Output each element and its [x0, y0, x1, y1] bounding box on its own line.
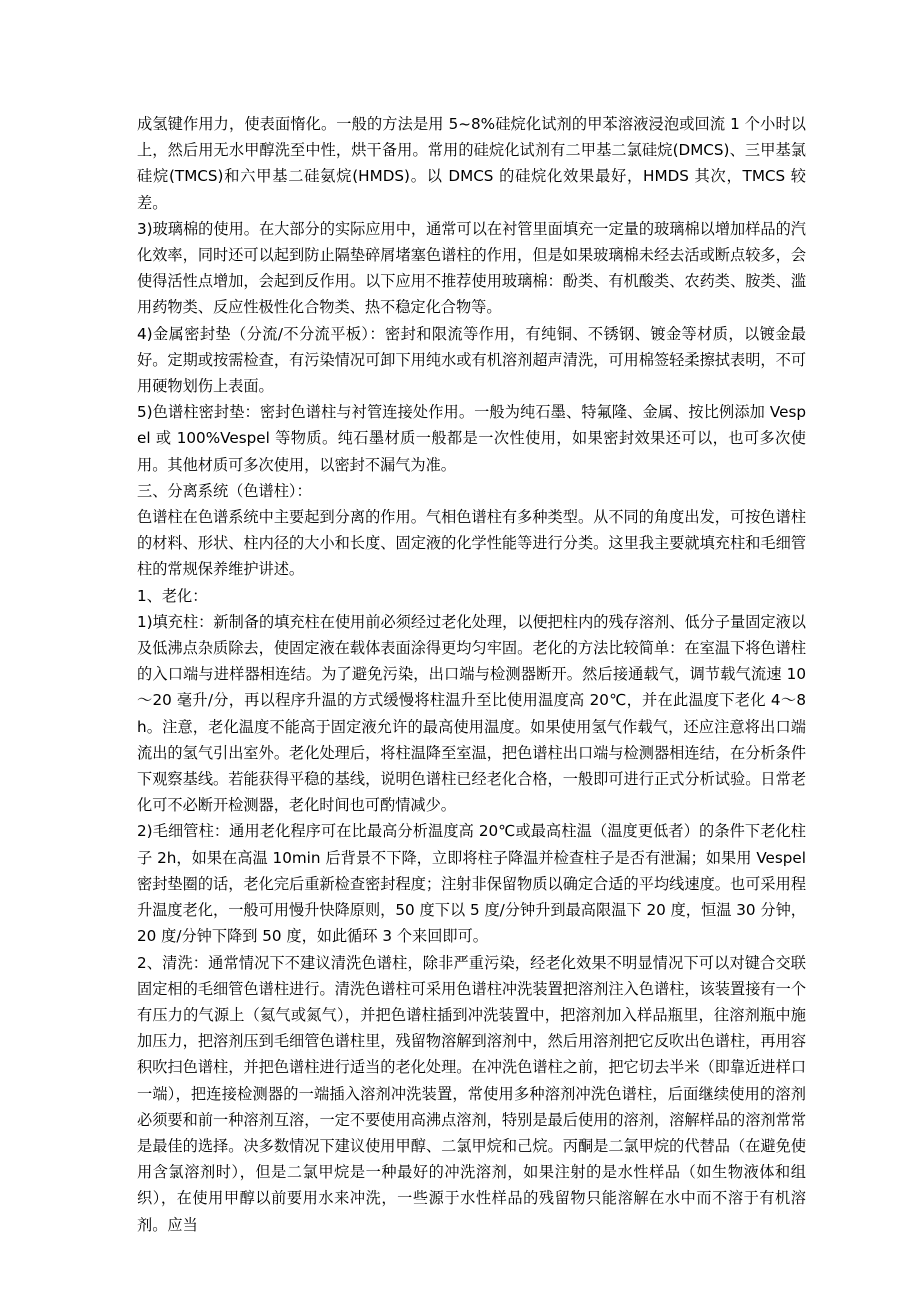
- paragraph-silanization-continued: 成氢键作用力，使表面惰化。一般的方法是用 5~8%硅烷化试剂的甲苯溶液浸泡或回流 1 个小时以上，然后用无水甲醇洗至中性，烘干备用。常用的硅烷化试剂有二甲基二氯硅烷(DMCS)、三甲基氯硅烷(TMCS)和六甲基二硅氨烷(HMDS)。以 DMCS 的硅烷化效果最好，HMDS 其次，TMCS 较差。: [137, 115, 806, 212]
- paragraph-column-ferrule: 5)色谱柱密封垫：密封色谱柱与衬管连接处作用。一般为纯石墨、特氟隆、金属、按比例添加 Vespel 或 100%Vespel 等物质。纯石墨材质一般都是一次性使用，如果密封效果还可以，也可多次使用。其他材质可多次使用，以密封不漏气为准。: [137, 403, 806, 474]
- section-heading-separation-system: 三、分离系统（色谱柱）：: [137, 481, 312, 500]
- paragraph-metal-seal: 4)金属密封垫（分流/不分流平板）：密封和限流等作用，有纯铜、不锈钢、镀金等材质，以镀金最好。定期或按需检查，有污染情况可卸下用纯水或有机溶剂超声清洗，可用棉签轻柔擦拭表明，不可用硬物划伤上表面。: [137, 324, 806, 396]
- document-body: [137, 111, 806, 1238]
- paragraph-packed-column-aging: 1)填充柱：新制备的填充柱在使用前必须经过老化处理，以便把柱内的残存溶剂、低分子量固定液以及低沸点杂质除去，使固定液在载体表面涂得更均匀牢固。老化的方法比较简单：在室温下将色谱柱的入口端与进样器相连结。为了避免污染，出口端与检测器断开。然后接通载气，调节载气流速 10～20 毫升/分，再以程序升温的方式缓慢将柱温升至比使用温度高 20℃，并在此温度下老化 4～8 h。注意，老化温度不能高于固定液允许的最高使用温度。如果使用氢气作载气，还应注意将出口端流出的氢气引出室外。老化处理后，将柱温降至室温，把色谱柱出口端与检测器相连结，在分析条件下观察基线。若能获得平稳的基线，说明色谱柱已经老化合格，一般即可进行正式分析试验。日常老化可不必断开检测器，老化时间也可酌情减少。: [137, 612, 806, 815]
- paragraph-column-intro: 色谱柱在色谱系统中主要起到分离的作用。气相色谱柱有多种类型。从不同的角度出发，可按色谱柱的材料、形状、柱内径的大小和长度、固定液的化学性能等进行分类。这里我主要就填充柱和毛细管柱的常规保养维护讲述。: [137, 508, 806, 579]
- paragraph-cleaning: 2、清洗：通常情况下不建议清洗色谱柱，除非严重污染，经老化效果不明显情况下可以对键合交联固定相的毛细管色谱柱进行。清洗色谱柱可采用色谱柱冲洗装置把溶剂注入色谱柱，该装置接有一个有压力的气源上（氦气或氮气），并把色谱柱插到冲洗装置中，把溶剂加入样品瓶里，往溶剂瓶中施加压力，把溶剂压到毛细管色谱柱里，残留物溶解到溶剂中，然后用溶剂把它反吹出色谱柱，再用容积吹扫色谱柱，并把色谱柱进行适当的老化处理。在冲洗色谱柱之前，把它切去半米（即靠近进样口一端），把连接检测器的一端插入溶剂冲洗装置，常使用多种溶剂冲洗色谱柱，后面继续使用的溶剂必须要和前一种溶剂互溶，一定不要使用高沸点溶剂，特别是最后使用的溶剂，溶解样品的溶剂常常是最佳的选择。决多数情况下建议使用甲醇、二氯甲烷和己烷。丙酮是二氯甲烷的代替品（在避免使用含氯溶剂时），但是二氯甲烷是一种最好的冲洗溶剂，如果注射的是水性样品（如生物液体和组织），在使用甲醇以前要用水来冲洗，一些源于水性样品的残留物只能溶解在水中而不溶于有机溶剂。应当: [137, 953, 806, 1234]
- paragraph-glass-wool: 3)玻璃棉的使用。在大部分的实际应用中，通常可以在衬管里面填充一定量的玻璃棉以增加样品的汽化效率，同时还可以起到防止隔垫碎屑堵塞色谱柱的作用，但是如果玻璃棉未经去活或断点较多，会使得活性点增加，会起到反作用。以下应用不推荐使用玻璃棉：酚类、有机酸类、农药类、胺类、滥用药物类、反应性极性化合物类、热不稳定化合物等。: [137, 219, 806, 317]
- subheading-aging: 1、老化：: [137, 586, 208, 605]
- paragraph-capillary-column-aging: 2)毛细管柱：通用老化程序可在比最高分析温度高 20℃或最高柱温（温度更低者）的条件下老化柱子 2h，如果在高温 10min 后背景不下降，立即将柱子降温并检查柱子是否有泄漏；如果用 Vespel 密封垫圈的话，老化完后重新检查密封程度；注射非保留物质以确定合适的平均线速度。也可采用程升温度老化，一般可用慢升快降原则，50 度下以 5 度/分钟升到最高限温下 20 度，恒温 30 分钟，20 度/分钟下降到 50 度，如此循环 3 个来回即可。: [137, 822, 806, 946]
